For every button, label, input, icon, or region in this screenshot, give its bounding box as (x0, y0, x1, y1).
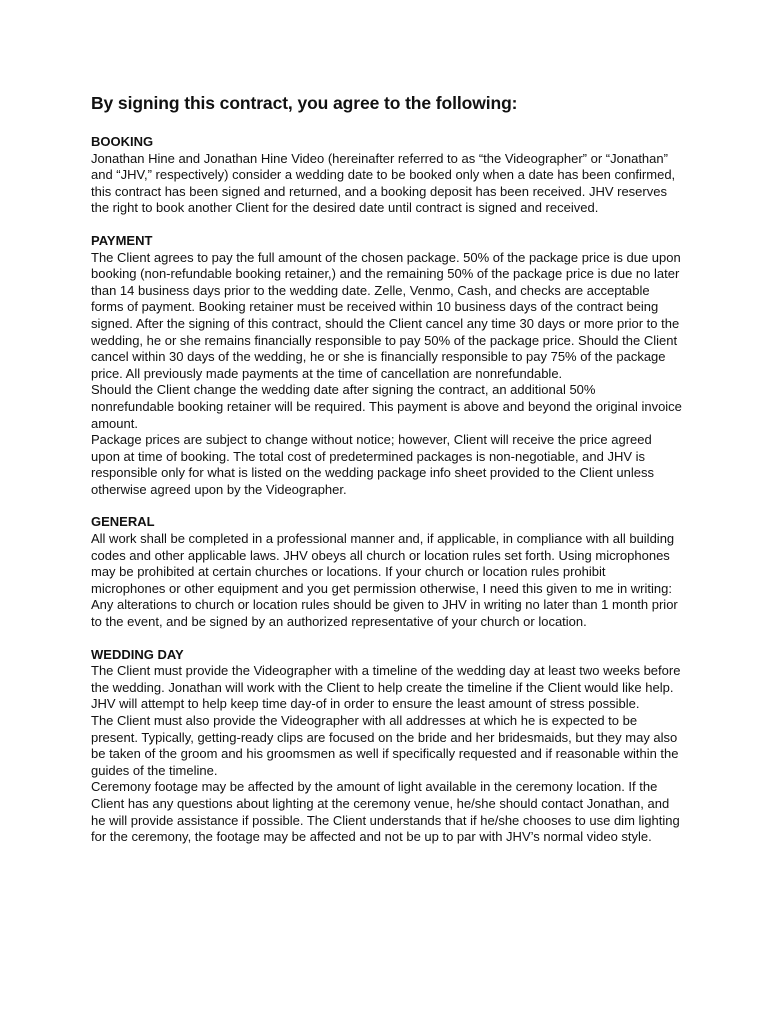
section-heading-payment: PAYMENT (91, 232, 153, 248)
section-heading-wedding-day: WEDDING DAY (91, 646, 184, 662)
section-heading-booking: BOOKING (91, 134, 154, 149)
section-payment (91, 233, 682, 499)
payment-paragraph-2: Should the Client change the wedding date after signing the contract, an additional 50% nonrefundable booking retainer will be required. This payment is above and beyond the original invoice amount. (91, 382, 682, 431)
general-paragraph-1: All work shall be completed in a professional manner and, if applicable, in compliance with all building codes and other applicable laws. JHV obeys all church or location rules set forth. Using microphones may be prohibited at certain churches or locations. If your church or location rules prohibit microphones or other equipment and you get permission otherwise, I need this given to me in writing: Any alterations to church or location rules should be given to JHV in writing no later than 1 month prior to the event, and be signed by an authorized representative of your church or location. (91, 531, 678, 630)
wedding-day-paragraph-3: Ceremony footage may be affected by the amount of light available in the ceremony location. If the Client has any questions about lighting at the ceremony venue, he/she should contact Jonathan, and he will provide assistance if possible. The Client understands that if he/she chooses to use dim lighting for the ceremony, the footage may be affected and not be up to par with JHV’s normal video style. (91, 779, 680, 845)
wedding-day-paragraph-2: The Client must also provide the Videographer with all addresses at which he is expected to be present. Typically, getting-ready clips are focused on the bride and her bridesmaids, but they may also be taken of the groom and his groomsmen as well if specifically requested and if reasonable within the guides of the timeline. (91, 713, 679, 778)
booking-paragraph-1: Jonathan Hine and Jonathan Hine Video (hereinafter referred to as “the Videographer” or “Jonathan” and “JHV,” respectively) consider a wedding date to be booked only when a date has been confirmed, this contract has been signed and returned, and a booking deposit has been received. JHV reserves the right to book another Client for the desired date until contract is signed and received. (91, 150, 676, 216)
section-general (91, 514, 682, 630)
payment-paragraph-1: The Client agrees to pay the full amount of the chosen package. 50% of the package price is due upon booking (non-refundable booking retainer,) and the remaining 50% of the package price is due no later than 14 business days prior to the wedding date. Zelle, Venmo, Cash, and checks are acceptable forms of payment. Booking retainer must be received within 10 business days of the contract being signed. After the signing of this contract, should the Client cancel any time 30 days or more prior to the wedding, he or she remains financially responsible to pay 50% of the package price. Should the Client cancel within 30 days of the wedding, he or she is financially responsible to pay 75% of the package price. All previously made payments at the time of cancellation are nonrefundable. (91, 249, 681, 381)
page-title: By signing this contract, you agree to the following: (91, 93, 518, 113)
payment-paragraph-3: Package prices are subject to change without notice; however, Client will receive the price agreed upon at time of booking. The total cost of predetermined packages is non-negotiable, and JHV is responsible only for what is listed on the wedding package info sheet provided to the Client unless otherwise agreed upon by the Videographer. (91, 432, 654, 497)
wedding-day-paragraph-1: The Client must provide the Videographer with a timeline of the wedding day at least two weeks before the wedding. Jonathan will work with the Client to help create the timeline if the Client would like help. JHV will attempt to help keep time day-of in order to ensure the least amount of stress possible. (91, 663, 681, 712)
section-booking (91, 134, 682, 217)
section-heading-general: GENERAL (91, 514, 155, 530)
section-wedding-day (91, 647, 682, 846)
